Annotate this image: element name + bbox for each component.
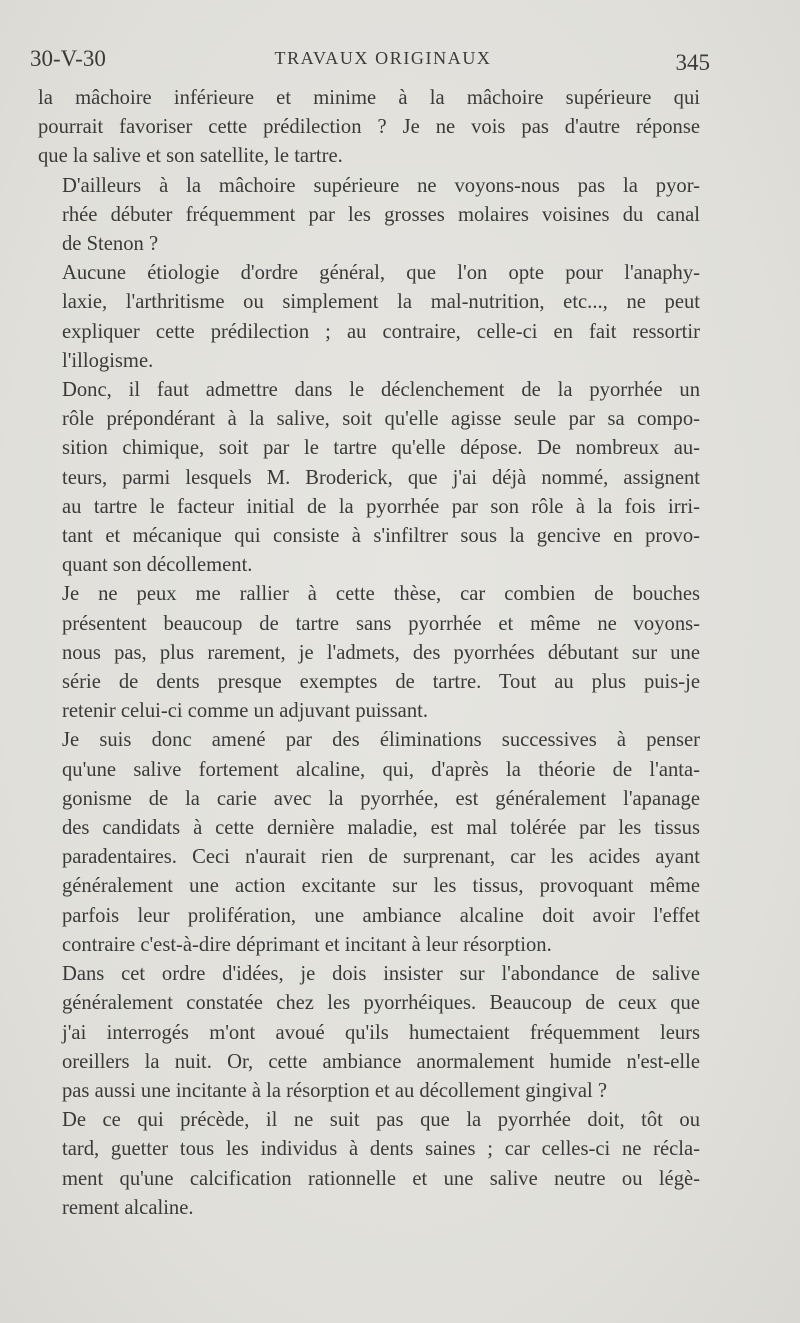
- text-line: que la salive et son satellite, le tartre.: [38, 145, 343, 168]
- paragraph: [38, 580, 700, 726]
- paragraph: [38, 1106, 700, 1223]
- text-line: quant son décollement.: [62, 554, 253, 577]
- text-line: pas aussi une incitante à la résorption et au décollement gingival ?: [62, 1079, 607, 1102]
- header-section-title: TRAVAUX ORIGINAUX: [274, 48, 492, 68]
- running-header: [30, 44, 708, 84]
- paragraph: [38, 84, 700, 172]
- text-line: expliquer cette prédilection ; au contraire, celle-ci en fait ressortir: [62, 320, 700, 343]
- text-line: paradentaires. Ceci n'aurait rien de surprenant, car les acides ayant: [62, 846, 700, 869]
- paragraph: [38, 259, 700, 376]
- paragraph: [38, 726, 700, 960]
- text-line: nous pas, plus rarement, je l'admets, des pyorrhées débutant sur une: [62, 641, 700, 664]
- text-line: retenir celui-ci comme un adjuvant puissant.: [62, 700, 428, 723]
- text-line: rhée débuter fréquemment par les grosses molaires voisines du canal: [62, 203, 700, 226]
- text-line: Je ne peux me rallier à cette thèse, car combien de bouches: [62, 583, 700, 606]
- text-line: Donc, il faut admettre dans le déclenchement de la pyorrhée un: [62, 379, 700, 402]
- text-line: la mâchoire inférieure et minime à la mâchoire supérieure qui: [38, 87, 700, 109]
- text-line: contraire c'est-à-dire déprimant et incitant à leur résorption.: [62, 933, 552, 956]
- body-text: [38, 84, 700, 1223]
- paragraph: [38, 376, 700, 580]
- paragraph: [38, 172, 700, 260]
- text-line: De ce qui précède, il ne suit pas que la pyorrhée doit, tôt ou: [62, 1109, 700, 1132]
- text-line: l'illogisme.: [62, 349, 154, 372]
- text-line: série de dents presque exemptes de tartre. Tout au plus puis-je: [62, 671, 700, 694]
- text-line: présentent beaucoup de tartre sans pyorrhée et même ne voyons-: [62, 612, 700, 635]
- text-line: Dans cet ordre d'idées, je dois insister sur l'abondance de salive: [62, 963, 700, 986]
- text-line: ment qu'une calcification rationnelle et une salive neutre ou légè-: [62, 1167, 700, 1190]
- text-line: qu'une salive fortement alcaline, qui, d'après la théorie de l'anta-: [62, 758, 700, 781]
- text-line: oreillers la nuit. Or, cette ambiance anormalement humide n'est-elle: [62, 1050, 700, 1073]
- paragraph: [38, 960, 700, 1106]
- text-line: teurs, parmi lesquels M. Broderick, que j'ai déjà nommé, assignent: [62, 466, 700, 489]
- text-line: sition chimique, soit par le tartre qu'elle dépose. De nombreux au-: [62, 437, 700, 460]
- text-line: au tartre le facteur initial de la pyorrhée par son rôle à la fois irri-: [62, 495, 700, 518]
- text-line: rôle prépondérant à la salive, soit qu'elle agisse seule par sa compo-: [62, 408, 700, 431]
- text-line: généralement constatée chez les pyorrhéiques. Beaucoup de ceux que: [62, 992, 700, 1015]
- text-line: rement alcaline.: [62, 1196, 194, 1219]
- text-line: tant et mécanique qui consiste à s'infiltrer sous la gencive en provo-: [62, 525, 700, 548]
- text-line: des candidats à cette dernière maladie, est mal tolérée par les tissus: [62, 817, 700, 840]
- text-line: j'ai interrogés m'ont avoué qu'ils humectaient fréquemment leurs: [62, 1021, 700, 1044]
- text-line: parfois leur prolifération, une ambiance alcaline doit avoir l'effet: [62, 904, 700, 927]
- text-line: pourrait favoriser cette prédilection ? Je ne vois pas d'autre réponse: [38, 116, 700, 139]
- text-line: Aucune étiologie d'ordre général, que l'on opte pour l'anaphy-: [62, 262, 700, 285]
- text-line: tard, guetter tous les individus à dents saines ; car celles-ci ne récla-: [62, 1138, 700, 1161]
- text-line: laxie, l'arthritisme ou simplement la mal-nutrition, etc..., ne peut: [62, 291, 700, 314]
- text-line: généralement une action excitante sur les tissus, provoquant même: [62, 875, 700, 898]
- text-line: gonisme de la carie avec la pyorrhée, est généralement l'apanage: [62, 787, 700, 810]
- text-line: D'ailleurs à la mâchoire supérieure ne voyons-nous pas la pyor-: [62, 174, 700, 197]
- text-line: de Stenon ?: [62, 233, 159, 256]
- header-date: 30-V-30: [30, 46, 106, 71]
- text-line: Je suis donc amené par des éliminations successives à penser: [62, 729, 700, 752]
- page-number: 345: [675, 50, 710, 75]
